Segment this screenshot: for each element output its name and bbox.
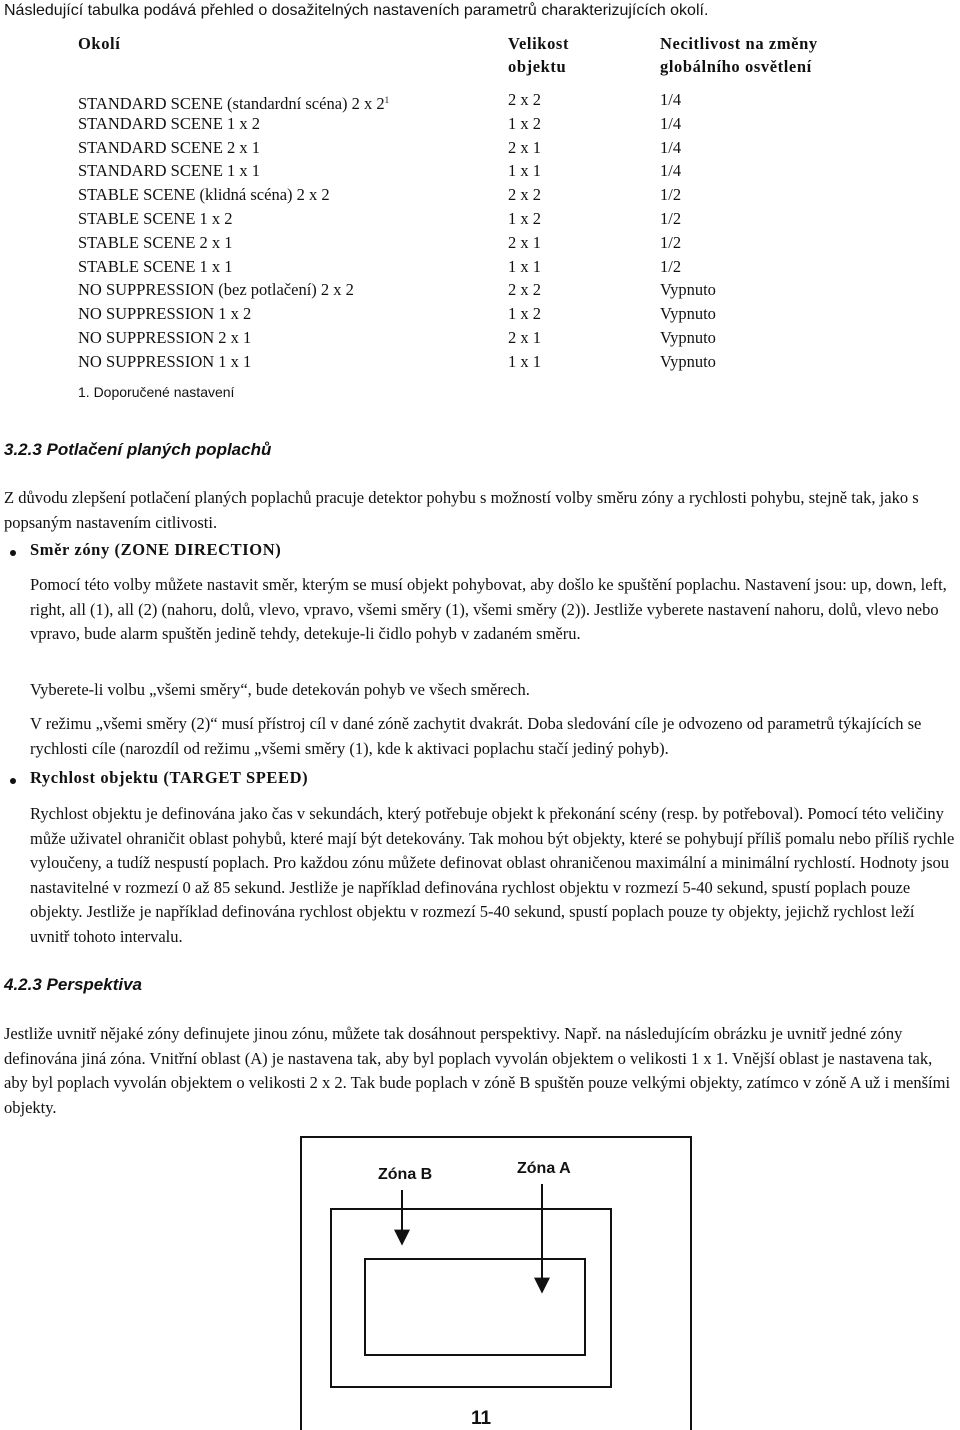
- cell-insensitivity: Vypnuto: [660, 280, 716, 300]
- cell-scene-text: NO SUPPRESSION 1 x 1: [78, 351, 252, 371]
- zone-direction-paragraph-2: Vyberete-li volbu „všemi směry“, bude detekován pohyb ve všech směrech.: [30, 680, 530, 699]
- cell-object-size: 2 x 1: [508, 328, 541, 347]
- cell-object-size: 2 x 1: [508, 137, 541, 157]
- cell-object-size: 1 x 1: [508, 161, 541, 181]
- cell-scene-text: STABLE SCENE 1 x 2: [78, 209, 233, 228]
- cell-insensitivity: 1/4: [660, 137, 682, 157]
- table-header-object-size-1: Velikost: [508, 34, 570, 53]
- bullet-title-zone-direction: Směr zóny (ZONE DIRECTION): [30, 540, 282, 559]
- cell-insensitivity: 1/4: [660, 90, 682, 109]
- cell-object-size: 2 x 2: [508, 185, 541, 205]
- cell-insensitivity: 1/4: [660, 161, 682, 181]
- bullet-title-target-speed: Rychlost objektu (TARGET SPEED): [30, 768, 309, 787]
- cell-scene-text: STABLE SCENE (klidná scéna) 2 x 2: [78, 185, 330, 205]
- cell-object-size: 1 x 2: [508, 209, 541, 228]
- cell-scene-text: STABLE SCENE 1 x 1: [78, 256, 233, 276]
- zone-a-label: Zóna A: [517, 1160, 571, 1177]
- cell-insensitivity: Vypnuto: [660, 328, 716, 347]
- cell-object-size: 2 x 2: [508, 280, 541, 300]
- footnote-marker: 1: [384, 95, 390, 105]
- cell-insensitivity: 1/2: [660, 256, 682, 276]
- cell-insensitivity: 1/4: [660, 113, 682, 133]
- cell-object-size: 1 x 1: [508, 351, 541, 371]
- intro-text: Následující tabulka podává přehled o dosažitelných nastaveních parametrů charakterizujících okolí.: [4, 2, 709, 19]
- cell-scene-text: NO SUPPRESSION 2 x 1: [78, 328, 252, 347]
- target-speed-paragraph: Rychlost objektu je definována jako čas v sekundách, který potřebuje objekt k překonání scény (resp. by potřeboval). Pomocí této veličiny může uživatel ohraničit oblast pohybů, které mají být detekovány. Tak mohou být objekty, které se pohybují příliš pomalu nebo příliš rychle vyloučeny, a tudíž nespustí poplach. Pro každou zónu můžete definovat oblast ohraničenou maximální a minimální rychlostí. Hodnoty jsou nastavitelné v rozmezí 0 až 85 sekund. Jestliže je například definována rychlost objektu v rozmezí 5-40 sekund, spustí poplach pouze objekty. Jestliže je například definována rychlost objektu v rozmezí 5-40 sekund, spustí poplach pouze ty objekty, jejichž rychlost leží uvnitř tohoto intervalu.: [30, 804, 955, 946]
- cell-object-size: 2 x 1: [508, 232, 541, 252]
- cell-scene-text: NO SUPPRESSION 1 x 2: [78, 304, 252, 324]
- cell-scene-text: STANDARD SCENE 2 x 1: [78, 137, 261, 157]
- cell-scene-text: STANDARD SCENE 1 x 1: [78, 161, 261, 181]
- table-header-insensitivity-1: Necitlivost na změny: [660, 34, 818, 53]
- cell-scene-text: STANDARD SCENE 1 x 2: [78, 113, 261, 133]
- table-header-environment: Okolí: [78, 34, 121, 53]
- cell-object-size: 2 x 2: [508, 90, 541, 109]
- section-paragraph: Z důvodu zlepšení potlačení planých poplachů pracuje detektor pohybu s možností volby směru zóny a rychlosti pohybu, stejně tak, jako s popsaným nastavením citlivosti.: [4, 488, 919, 532]
- table-footnote: 1. Doporučené nastavení: [78, 384, 235, 400]
- cell-insensitivity: Vypnuto: [660, 351, 716, 371]
- cell-scene-text: STANDARD SCENE (standardní scéna) 2 x 2: [78, 94, 385, 113]
- perspective-paragraph: Jestliže uvnitř nějaké zóny definujete jinou zónu, můžete tak dosáhnout perspektivy. Např. na následujícím obrázku je uvnitř jedné zóny definována jiná zóna. Vnitřní oblast (A) je nastavena tak, aby byl poplach vyvolán objektem o velikosti 1 x 1. Vnější oblast je nastavena tak, aby byl poplach vyvolán objektem o velikosti 2 x 2. Tak bude poplach v zóně B spuštěn pouze velkými objekty, zatímco v zóně A už i menšími objekty.: [4, 1024, 951, 1117]
- cell-insensitivity: 1/2: [660, 185, 682, 205]
- page-number: 11: [471, 1408, 492, 1429]
- zone-direction-paragraph-3: V režimu „všemi směry (2)“ musí přístroj cíl v dané zóně zachytit dvakrát. Doba sledování cíle je odvozeno od parametrů týkajících se rychlosti cíle (narozdíl od režimu „všemi směry (1), kde k aktivaci poplachu stačí jediný pohyb).: [30, 714, 922, 758]
- cell-insensitivity: 1/2: [660, 209, 682, 228]
- section-heading-perspective: 4.2.3 Perspektiva: [4, 975, 142, 994]
- zone-direction-paragraph-1: Pomocí této volby můžete nastavit směr, kterým se musí objekt pohybovat, aby došlo ke spuštění poplachu. Nastavení jsou: up, down, left, right, all (1), all (2) (nahoru, dolů, vlevo, vpravo, všemi směry (1), všemi směry (2)). Jestliže vyberete nastavení nahoru, dolů, vlevo nebo vpravo, bude alarm spuštěn jedině tehdy, detekuje-li čidlo pohyb v zadaném směru.: [30, 575, 947, 643]
- zone-b-label: Zóna B: [378, 1166, 433, 1183]
- cell-scene-text: STABLE SCENE 2 x 1: [78, 232, 233, 252]
- cell-object-size: 1 x 1: [508, 256, 541, 276]
- cell-insensitivity: Vypnuto: [660, 304, 716, 324]
- cell-scene-text: NO SUPPRESSION (bez potlačení) 2 x 2: [78, 280, 354, 300]
- table-header-insensitivity-2: globálního osvětlení: [660, 57, 812, 76]
- section-heading-false-alarm: 3.2.3 Potlačení planých poplachů: [4, 440, 272, 459]
- table-header-object-size-2: objektu: [508, 57, 567, 76]
- cell-object-size: 1 x 2: [508, 113, 541, 133]
- cell-object-size: 1 x 2: [508, 304, 541, 324]
- cell-insensitivity: 1/2: [660, 232, 682, 252]
